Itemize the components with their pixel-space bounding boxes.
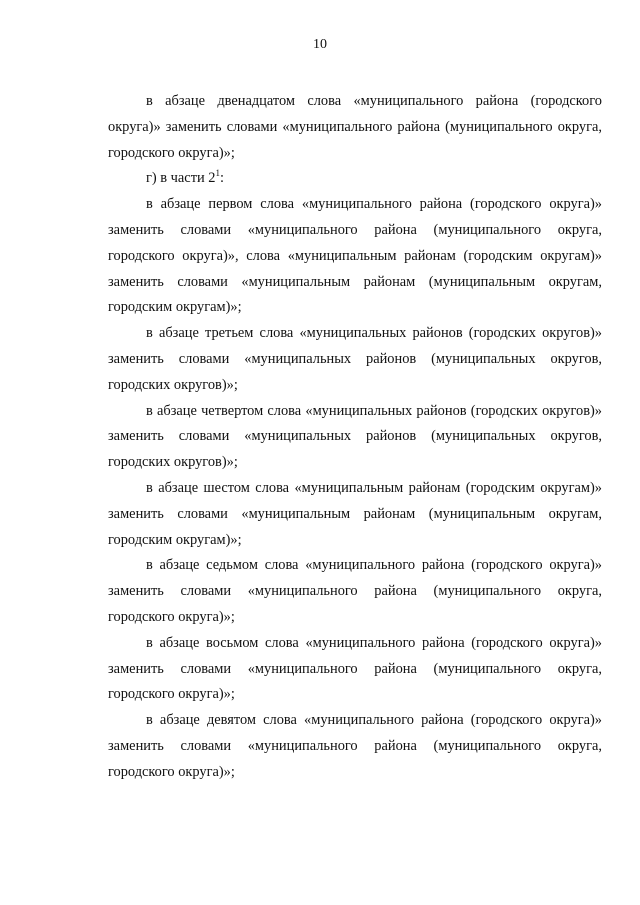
document-body [108,89,602,786]
sub-item-g-suffix: : [219,170,224,187]
paragraph-abzac-1: в абзаце первом слова «муниципального района (городского округа)» заменить словами «муниципального района (муниципального округа, городского округа)», слова «муниципальным районам (городским округам)» заменить словами «муниципальным районам (муниципальным округам, городским округам)»; [108,196,602,316]
paragraph-abzac-8: в абзаце восьмом слова «муниципального района (городского округа)» заменить словами «муниципального района (муниципального округа, городского округа)»; [108,634,602,703]
paragraph-abzac-4: в абзаце четвертом слова «муниципальных районов (городских округов)» заменить словами «муниципальных районов (муниципальных округов, городских округов)»; [108,402,602,471]
sub-item-g-superscript: 1 [215,168,220,179]
paragraph-abzac-6: в абзаце шестом слова «муниципальным районам (городским округам)» заменить словами «муниципальным районам (муниципальным округам, городским округам)»; [108,479,602,548]
sub-item-g-heading [108,166,602,192]
paragraph-abzac-3: в абзаце третьем слова «муниципальных районов (городских округов)» заменить словами «муниципальных районов (муниципальных округов, городских округов)»; [108,325,602,393]
sub-item-g-prefix: г) в части 2 [146,170,216,187]
paragraph-abzac-12: в абзаце двенадцатом слова «муниципального района (городского округа)» заменить словами «муниципального района (муниципального округа, городского округа)»; [108,93,602,161]
page-number: 10 [313,37,327,52]
paragraph-abzac-9: в абзаце девятом слова «муниципального района (городского округа)» заменить словами «муниципального района (муниципального округа, городского округа)»; [108,712,602,780]
paragraph-abzac-7: в абзаце седьмом слова «муниципального района (городского округа)» заменить словами «муниципального района (муниципального округа, городского округа)»; [108,557,602,625]
